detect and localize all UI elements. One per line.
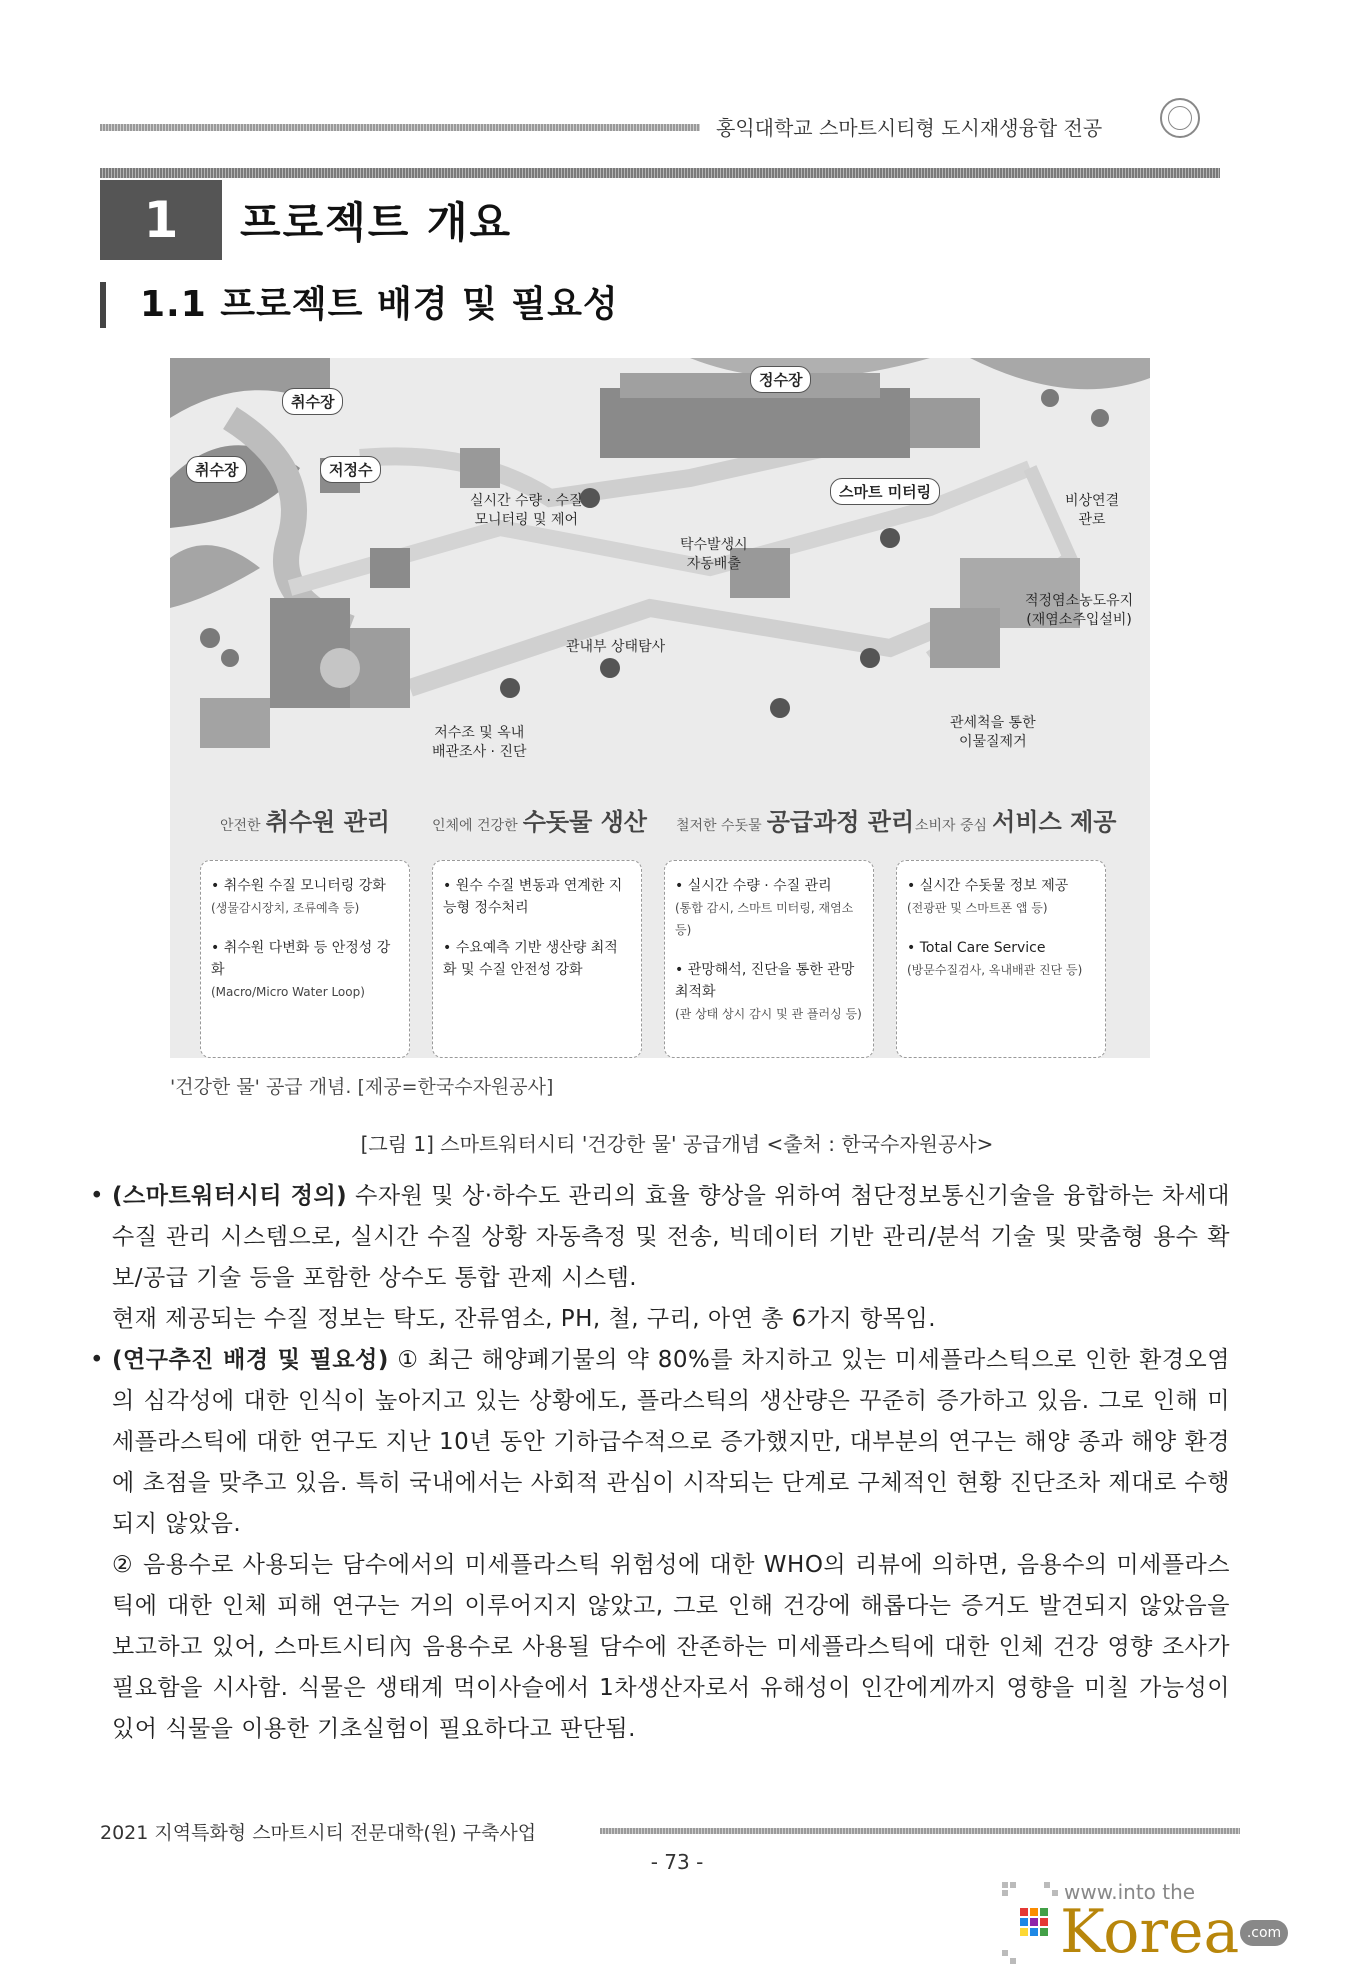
figure-caption: [그림 1] 스마트워터시티 '건강한 물' 공급개념 <출처 : 한국수자원공사> — [360, 1132, 994, 1156]
footer-program: 2021 지역특화형 스마트시티 전문대학(원) 구축사업 — [100, 1822, 537, 1844]
watermark-top: www.into the — [1064, 1880, 1196, 1904]
label-intake-1: 취수장 — [282, 388, 343, 415]
label-turbid-discharge: 탁수발생시 자동배출 — [680, 537, 748, 572]
footer-rule — [600, 1828, 1240, 1834]
label-chlorine: 적정염소농도유지 (재염소주입설비) — [1025, 593, 1134, 628]
service-box-3: • 실시간 수량 · 수질 관리 (통합 감시, 스마트 미터링, 재염소 등) • 관망해석, 진단을 통한 관망 최적화 (관 상태 상시 감시 및 관 플러싱 등) — [664, 860, 874, 1058]
label-monitoring: 실시간 수량 · 수질 모니터링 및 제어 — [470, 493, 583, 528]
category-4: 소비자 중심 서비스 제공 — [915, 808, 1117, 836]
service-box-1: • 취수원 수질 모니터링 강화 (생물감시장치, 조류예측 등) • 취수원 다변화 등 안정성 강화 (Macro/Micro Water Loop) — [200, 860, 410, 1058]
page-number: - 73 - — [650, 1850, 704, 1874]
label-emergency-pipe: 비상연결 관로 — [1065, 493, 1120, 528]
bullet-icon: • — [90, 1347, 105, 1373]
label-pipe-cleaning: 관세척을 통한 이물질제거 — [950, 715, 1036, 750]
label-tank-inspection: 저수조 및 옥내 배관조사 · 진단 — [432, 725, 527, 760]
university-seal-icon — [1160, 98, 1200, 138]
label-pipe-inspection: 관내부 상태탐사 — [566, 639, 666, 655]
chapter-title: 프로젝트 개요 — [240, 198, 513, 247]
service-box-2: • 원수 수질 변동과 연계한 지능형 정수처리 • 수요예측 기반 생산량 최적화 및 수질 안전성 강화 — [432, 860, 642, 1058]
category-1: 안전한 취수원 관리 — [220, 808, 390, 836]
chapter-rule — [100, 168, 1220, 178]
header-rule — [100, 124, 700, 131]
figure-inner-caption: '건강한 물' 공급 개념. [제공=한국수자원공사] — [170, 1076, 554, 1098]
service-box-4: • 실시간 수돗물 정보 제공 (전광판 및 스마트폰 앱 등) • Total Care Service (방문수질검사, 옥내배관 진단 등) — [896, 860, 1106, 1058]
bullet-icon: • — [90, 1183, 105, 1209]
chapter-number: 1 — [100, 180, 222, 260]
section-marker — [100, 282, 106, 328]
category-2: 인체에 건강한 수돗물 생산 — [432, 808, 647, 836]
label-smart-metering: 스마트 미터링 — [830, 478, 940, 505]
bullet-smart-water-city: • (스마트워터시티 정의) 수자원 및 상·하수도 관리의 효율 향상을 위하여 첨단정보통신기술을 융합하는 차세대 수질 관리 시스템으로, 실시간 수질 상황 자동측정 및 전송, 빅데이터 기반 관리/분석 기술 및 맞춤형 용수 확보/공급 기술 등을 포함한 상수도 통합 관제 시스템. 현재 제공되는 수질 정보는 탁도, 잔류염소, PH, 철, 구리, 아연 총 6가지 항목임. — [112, 1176, 1230, 1340]
watermark-logo — [1000, 1880, 1320, 1970]
label-reservoir: 저정수 — [320, 456, 381, 483]
research-paragraph-2: ② 음용수로 사용되는 담수에서의 미세플라스틱 위험성에 대한 WHO의 리뷰에 의하면, 음용수의 미세플라스틱에 대한 인체 피해 연구는 거의 이루어지지 않았고, 그로 인해 건강에 해롭다는 증거도 발견되지 않았음을 보고하고 있어, 스마트시티內 음용수로 사용될 담수에 잔존하는 미세플라스틱에 대한 인체 건강 영향 조사가 필요함을 시사함. 식물은 생태계 먹이사슬에서 1차생산자로서 유해성이 인간에게까지 영향을 미칠 가능성이 있어 식물을 이용한 기초실험이 필요하다고 판단됨. — [112, 1552, 1230, 1742]
watermark-main: Korea — [1060, 1897, 1240, 1967]
bullet-research-background: • (연구추진 배경 및 필요성) ① 최근 해양폐기물의 약 80%를 차지하고 있는 미세플라스틱으로 인한 환경오염의 심각성에 대한 인식이 높아지고 있는 상황에도, 플라스틱의 생산량은 꾸준히 증가하고 있음. 그로 인해 미세플라스틱에 대한 연구도 지난 10년 동안 기하급수적으로 증가했지만, 대부분의 연구는 해양 종과 해양 환경에 초점을 맞추고 있음. 특히 국내에서는 사회적 관심이 시작되는 단계로 구체적인 현황 진단조차 제대로 수행되지 않았음. — [112, 1340, 1230, 1545]
header-title: 홍익대학교 스마트시티형 도시재생융합 전공 — [716, 116, 1103, 140]
label-water-plant: 정수장 — [750, 366, 811, 393]
figure-smart-water-city — [170, 358, 1150, 1058]
category-3: 철저한 수돗물 공급과정 관리 — [676, 808, 915, 836]
section-title: 1.1 프로젝트 배경 및 필요성 — [140, 284, 619, 325]
watermark-suffix: .com — [1240, 1920, 1288, 1946]
label-intake-2: 취수장 — [186, 456, 247, 483]
